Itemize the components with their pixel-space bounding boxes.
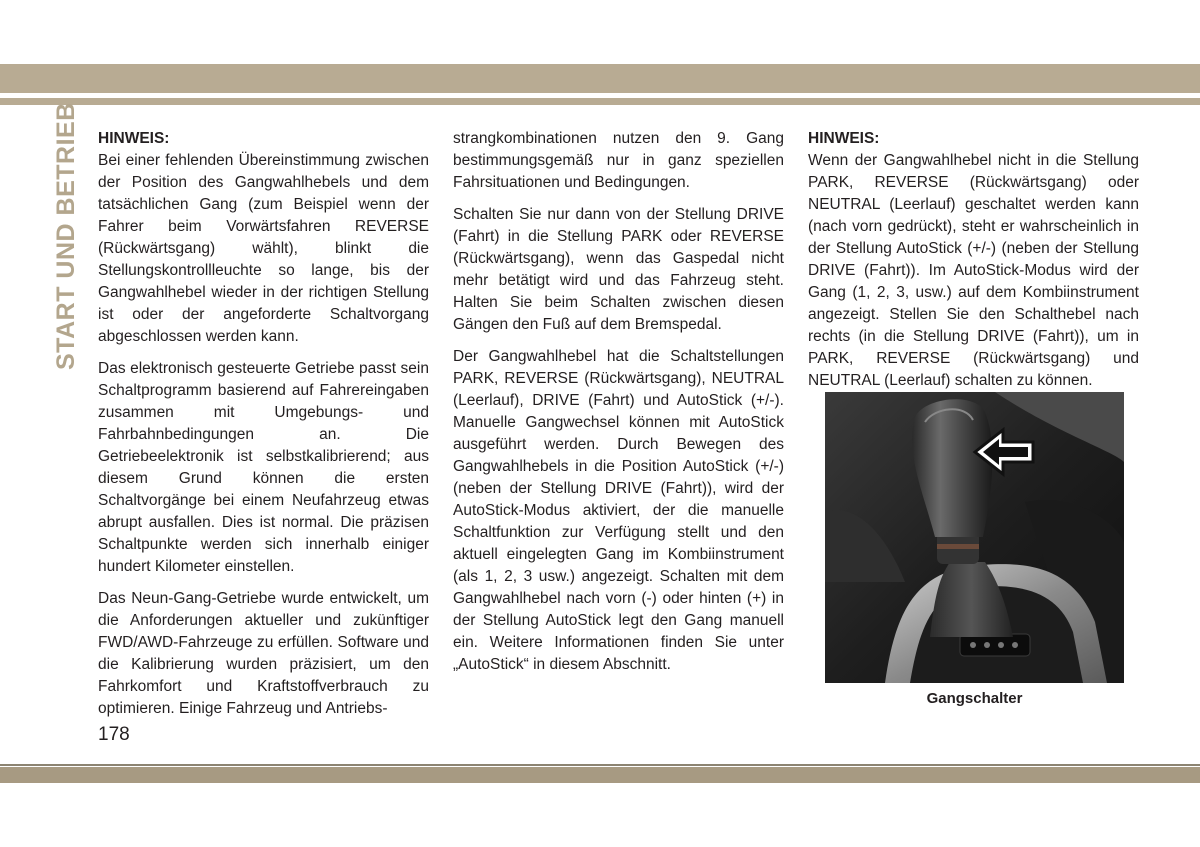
paragraph: Schalten Sie nur dann von der Stellung DRIVE (Fahrt) in die Stellung PARK oder REVERSE (Rückwärtsgang), wenn das Gaspedal nicht mehr betätigt wird und das Fahrzeug steht. Halten Sie beim Schalten zwischen diesen Gängen den Fuß auf dem Bremspedal. <box>453 206 784 333</box>
note-heading: HINWEIS: <box>98 130 170 147</box>
footer-band <box>0 767 1200 783</box>
paragraph: Der Gangwahlhebel hat die Schaltstellungen PARK, REVERSE (Rückwärtsgang), NEUTRAL (Leerlauf), DRIVE (Fahrt) und AutoStick (+/-). Manuelle Gangwechsel können mit AutoStick ausgeführt werden. Durch Bewegen des Gangwahlhebels in die Position AutoStick (+/-) (neben der Stellung DRIVE (Fahrt)), wird der AutoStick-Modus aktiviert, der die manuelle Schaltfunktion zur Verfügung stellt und den aktuell eingelegten Gang im Kombiinstrument (als 1, 2, 3 usw.) angezeigt. Schalten mit dem Gangwahlhebel nach vorn (-) oder hinten (+) in der Stellung AutoStick legt den Gang manuell ein. Weitere Informationen finden Sie unter „AutoStick“ in diesem Abschnitt. <box>453 348 784 673</box>
note-heading: HINWEIS: <box>808 130 880 147</box>
section-title-vertical: START UND BETRIEB <box>52 102 80 370</box>
header-stripe <box>0 98 1200 105</box>
paragraph: Das elektronisch gesteuerte Getriebe passt sein Schaltprogramm basierend auf Fahrereingaben zusammen mit Umgebungs- und Fahrbahnbedingungen an. Die Getriebeelektronik ist selbstkalibrierend; aus diesem Grund können die ersten Schaltvorgänge bei einem Neufahrzeug etwas abrupt ausfallen. Dies ist normal. Die präzisen Schaltpunkte werden sich innerhalb einiger hundert Kilometer einstellen. <box>98 360 429 575</box>
paragraph: Das Neun-Gang-Getriebe wurde entwickelt, um die Anforderungen aktueller und zukünftiger FWD/AWD-Fahrzeuge zu erfüllen. Software und die Kalibrierung wurden präzisiert, um den Fahrkomfort und Kraftstoffverbrauch zu optimieren. Einige Fahrzeug und Antriebs- <box>98 590 429 717</box>
gear-shifter-photo <box>825 392 1124 683</box>
paragraph: strangkombinationen nutzen den 9. Gang bestimmungsgemäß nur in ganz speziellen Fahrsituationen und Bedingungen. <box>453 130 784 191</box>
header-band <box>0 64 1200 93</box>
paragraph: Wenn der Gangwahlhebel nicht in die Stellung PARK, REVERSE (Rückwärtsgang) oder NEUTRAL (Leerlauf) geschaltet werden kann (nach vorn gedrückt), steht er wahrscheinlich in der Stellung AutoStick (+/-) (neben der Stellung DRIVE (Fahrt)). Im AutoStick-Modus wird der Gang (1, 2, 3, usw.) auf dem Kombiinstrument angezeigt. Stellen Sie den Schalthebel nach rechts (in die Stellung DRIVE (Fahrt)), um in PARK, REVERSE (Rückwärtsgang) und NEUTRAL (Leerlauf) schalten zu können. <box>808 152 1139 389</box>
column-2 <box>453 128 784 686</box>
page-number: 178 <box>98 724 130 745</box>
column-1 <box>98 128 429 730</box>
figure-caption: Gangschalter <box>926 690 1023 707</box>
paragraph: Bei einer fehlenden Übereinstimmung zwischen der Position des Gangwahlhebels und dem tatsächlichen Gang (zum Beispiel wenn der Fahrer beim Vorwärtsfahren REVERSE (Rückwärtsgang) wählt), blinkt die Stellungskontrollleuchte so lange, bis der Gangwahlhebel wieder in der richtigen Stellung ist oder der angeforderte Schaltvorgang abgeschlossen werden kann. <box>98 152 429 345</box>
footer-line <box>0 764 1200 766</box>
column-3 <box>808 128 1139 402</box>
